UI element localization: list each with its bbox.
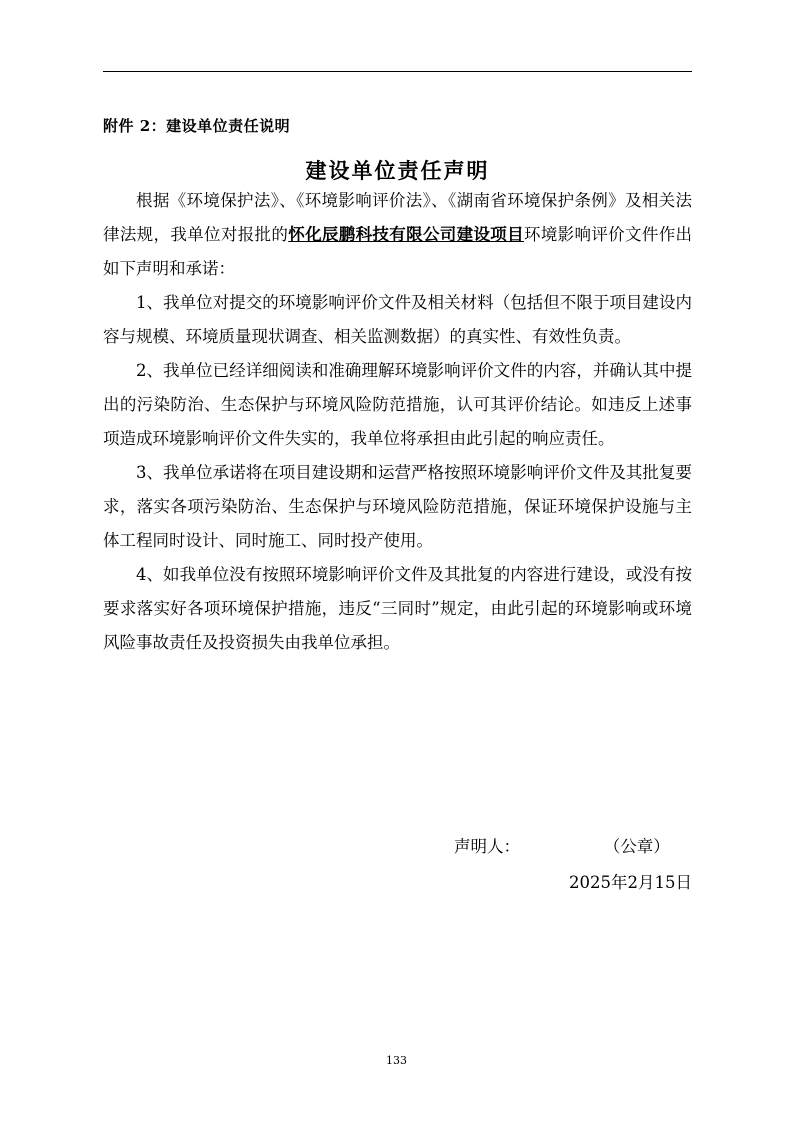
intro-text-after: 环境影响评价文件作出如下声明和承诺：: [103, 225, 693, 278]
document-title: 建设单位责任声明: [305, 158, 490, 183]
commitment-item-3: 3、我单位承诺将在项目建设期和运营严格按照环境影响评价文件及其批复要求，落实各项污染防治、生态保护与环境风险防范措施，保证环境保护设施与主体工程同时设计、同时施工、同时投产使用。: [103, 463, 692, 550]
company-project-name: 怀化辰鹏科技有限公司建设项目: [288, 225, 524, 244]
commitment-item-2: 2、我单位已经详细阅读和准确理解环境影响评价文件的内容，并确认其中提出的污染防治、生态保护与环境风险防范措施，认可其评价结论。如违反上述事项造成环境影响评价文件失实的，我单位将承担由此引起的响应责任。: [103, 361, 692, 448]
declarant-label: 声明人：: [454, 837, 520, 856]
official-seal-label: （公章）: [612, 837, 670, 856]
statement-body: [103, 184, 692, 660]
header-rule: [103, 71, 692, 72]
page-number: 133: [386, 1054, 407, 1067]
commitment-item-4: 4、如我单位没有按照环境影响评价文件及其批复的内容进行建设，或没有按要求落实好各项环境保护措施，违反“三同时”规定，由此引起的环境影响或环境风险事故责任及投资损失由我单位承担。: [103, 565, 692, 652]
intro-text-before: 根据《环境保护法》、《环境影响评价法》、《湖南省环境保护条例》及相关法律法规，我单位对报批的: [103, 191, 692, 244]
attachment-label: 附件 2：建设单位责任说明: [103, 117, 291, 135]
signature-line: [454, 830, 670, 864]
intro-paragraph: [103, 184, 692, 286]
signature-date: 2025年2月15日: [569, 873, 692, 892]
commitment-item-1: 1、我单位对提交的环境影响评价文件及相关材料（包括但不限于项目建设内容与规模、环境质量现状调查、相关监测数据）的真实性、有效性负责。: [103, 293, 692, 346]
